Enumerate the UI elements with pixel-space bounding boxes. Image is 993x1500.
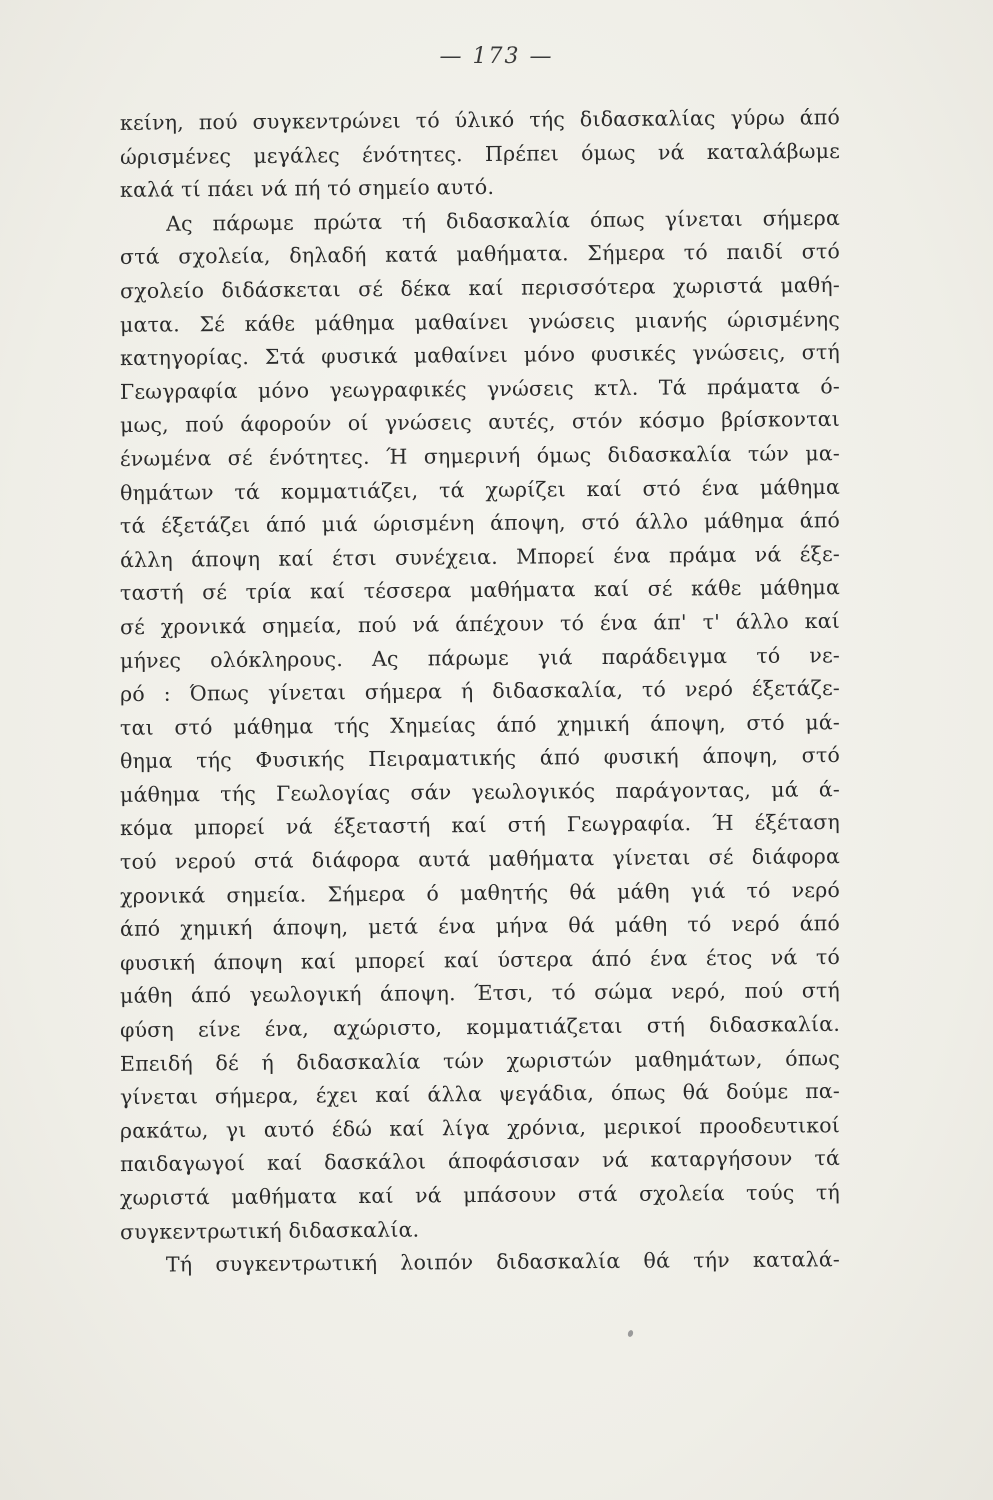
text-line: ώρισμένες μεγάλες ένότητες. Πρέπει όμως νά καταλάβωμε bbox=[119, 138, 841, 169]
text-line: θημάτων τά κομματιάζει, τά χωρίζει καί στό ένα μάθημα bbox=[119, 474, 841, 505]
text-line: σχολείο διδάσκεται σέ δέκα καί περισσότερα χωριστά μαθή- bbox=[119, 272, 841, 304]
body-text bbox=[120, 104, 840, 1280]
text-line: χωριστά μαθήματα καί νά μπάσουν στά σχολεία τούς τή bbox=[119, 1180, 841, 1210]
text-line: θημα τής Φυσικής Πειραματικής άπό φυσική άποψη, στό bbox=[119, 743, 841, 774]
text-line: ται στό μάθημα τής Χημείας άπό χημική άποψη, στό μά- bbox=[119, 709, 841, 740]
text-line: καλά τί πάει νά πή τό σημείο αυτό. bbox=[119, 175, 495, 203]
text-line: φύση είνε ένα, αχώριστο, κομματιάζεται στή διδασκαλία. bbox=[119, 1011, 841, 1043]
text-line: μως, πού άφορούν οί γνώσεις αυτές, στόν κόσμο βρίσκονται bbox=[119, 407, 841, 438]
text-line: τού νερού στά διάφορα αυτά μαθήματα γίνεται σέ διάφορα bbox=[119, 844, 841, 874]
text-line: κατηγορίας. Στά φυσικά μαθαίνει μόνο φυσικές γνώσεις, στή bbox=[119, 340, 841, 371]
page-number: — 173 — bbox=[439, 44, 554, 69]
text-line: κόμα μπορεί νά έξεταστή καί στή Γεωγραφία. Ή έξέταση bbox=[119, 810, 841, 841]
text-line: ένωμένα σέ ένότητες. Ή σημερινή όμως διδασκαλία τών μα- bbox=[119, 441, 841, 471]
text-line: σέ χρονικά σημεία, πού νά άπέχουν τό ένα άπ' τ' άλλο καί bbox=[119, 608, 841, 640]
ink-speck bbox=[627, 1329, 634, 1337]
text-line: μάθη άπό γεωλογική άποψη. Έτσι, τό σώμα νερό, πού στή bbox=[119, 978, 841, 1009]
text-line: άπό χημική άποψη, μετά ένα μήνα θά μάθη τό νερό άπό bbox=[119, 911, 841, 942]
text-line: φυσική άποψη καί μπορεί καί ύστερα άπό ένα έτος νά τό bbox=[119, 944, 841, 975]
text-line: ρό : Όπως γίνεται σήμερα ή διδασκαλία, τό νερό έξετάζε- bbox=[119, 675, 841, 707]
text-line: συγκεντρωτική διδασκαλία. bbox=[119, 1217, 420, 1244]
text-line: Επειδή δέ ή διδασκαλία τών χωριστών μαθημάτων, όπως bbox=[119, 1045, 841, 1076]
text-line: ταστή σέ τρία καί τέσσερα μαθήματα καί σέ κάθε μάθημα bbox=[119, 575, 841, 606]
text-line: Γεωγραφία μόνο γεωγραφικές γνώσεις κτλ. Τά πράματα ό- bbox=[119, 373, 841, 404]
text-line: Τή συγκεντρωτική λοιπόν διδασκαλία θά τήν καταλά- bbox=[165, 1247, 841, 1277]
text-line: μάθημα τής Γεωλογίας σάν γεωλογικός παράγοντας, μά ά- bbox=[119, 777, 841, 807]
text-line: ρακάτω, γι αυτό έδώ καί λίγα χρόνια, μερικοί προοδευτικοί bbox=[119, 1112, 841, 1143]
text-line: μήνες ολόκληρους. Ας πάρωμε γιά παράδειγμα τό νε- bbox=[119, 642, 841, 673]
text-line: άλλη άποψη καί έτσι συνέχεια. Μπορεί ένα πράμα νά έξε- bbox=[119, 541, 841, 572]
text-line: τά έξετάζει άπό μιά ώρισμένη άποψη, στό άλλο μάθημα άπό bbox=[119, 508, 841, 538]
text-line: παιδαγωγοί καί δασκάλοι άποφάσισαν νά καταργήσουν τά bbox=[119, 1146, 841, 1177]
text-line: χρονικά σημεία. Σήμερα ό μαθητής θά μάθη γιά τό νερό bbox=[119, 877, 841, 908]
text-line: ματα. Σέ κάθε μάθημα μαθαίνει γνώσεις μιανής ώρισμένης bbox=[119, 306, 841, 337]
text-line: γίνεται σήμερα, έχει καί άλλα ψεγάδια, όπως θά δούμε πα- bbox=[119, 1079, 841, 1110]
text-line: Ας πάρωμε πρώτα τή διδασκαλία όπως γίνεται σήμερα bbox=[165, 205, 841, 236]
text-line: στά σχολεία, δηλαδή κατά μαθήματα. Σήμερα τό παιδί στό bbox=[119, 239, 841, 270]
text-line: κείνη, πού συγκεντρώνει τό ύλικό τής διδασκαλίας γύρω άπό bbox=[119, 105, 841, 135]
